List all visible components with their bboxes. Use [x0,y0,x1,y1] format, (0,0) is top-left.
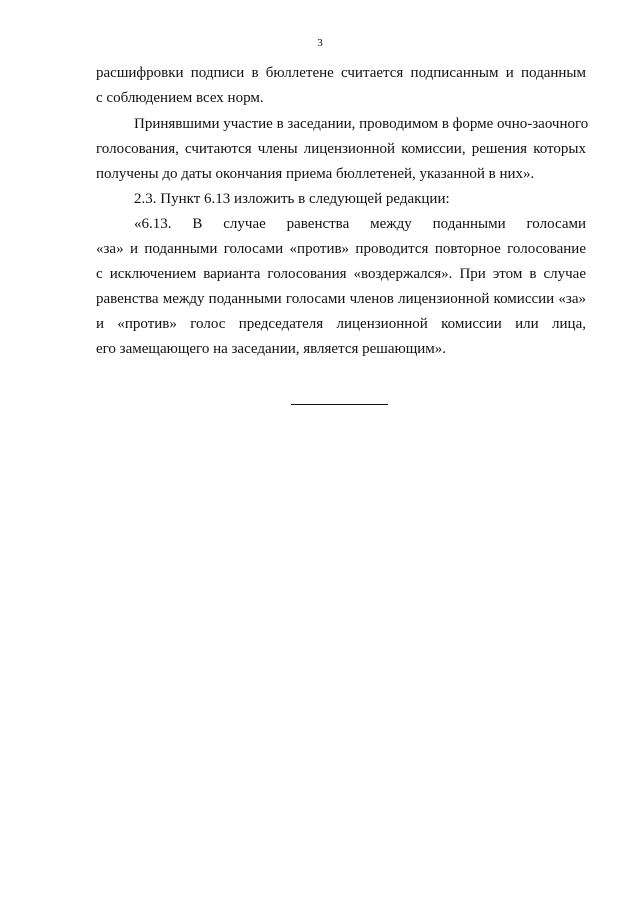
paragraph-item-2-3 [96,187,586,212]
text-line: 2.3. Пункт 6.13 изложить в следующей редакции: [134,191,450,207]
text-line: его замещающего на заседании, является решающим». [96,341,447,357]
text-line: «6.13. В случае равенства между поданными голосами [134,216,586,232]
paragraph-continuation [96,61,586,111]
text-line: с исключением варианта голосования «воздержался». При этом в случае [96,266,586,282]
text-line: расшифровки подписи в бюллетене считается подписанным и поданным [96,65,586,81]
text-line: с соблюдением всех норм. [96,90,264,106]
paragraph-item-6-13 [96,212,586,362]
text-line: получены до даты окончания приема бюллетеней, указанной в них». [96,166,535,182]
text-line: и «против» голос председателя лицензионной комиссии или лица, [96,316,586,332]
page-number: 3 [317,37,323,49]
text-line: равенства между поданными голосами членов лицензионной комиссии «за» [96,291,586,307]
text-line: Принявшими участие в заседании, проводимом в форме очно-заочного [134,116,589,132]
text-line: голосования, считаются члены лицензионной комиссии, решения которых [96,141,586,157]
paragraph-participants [96,112,589,187]
text-line: «за» и поданными голосами «против» проводится повторное голосование [96,241,586,257]
end-divider [291,404,388,405]
